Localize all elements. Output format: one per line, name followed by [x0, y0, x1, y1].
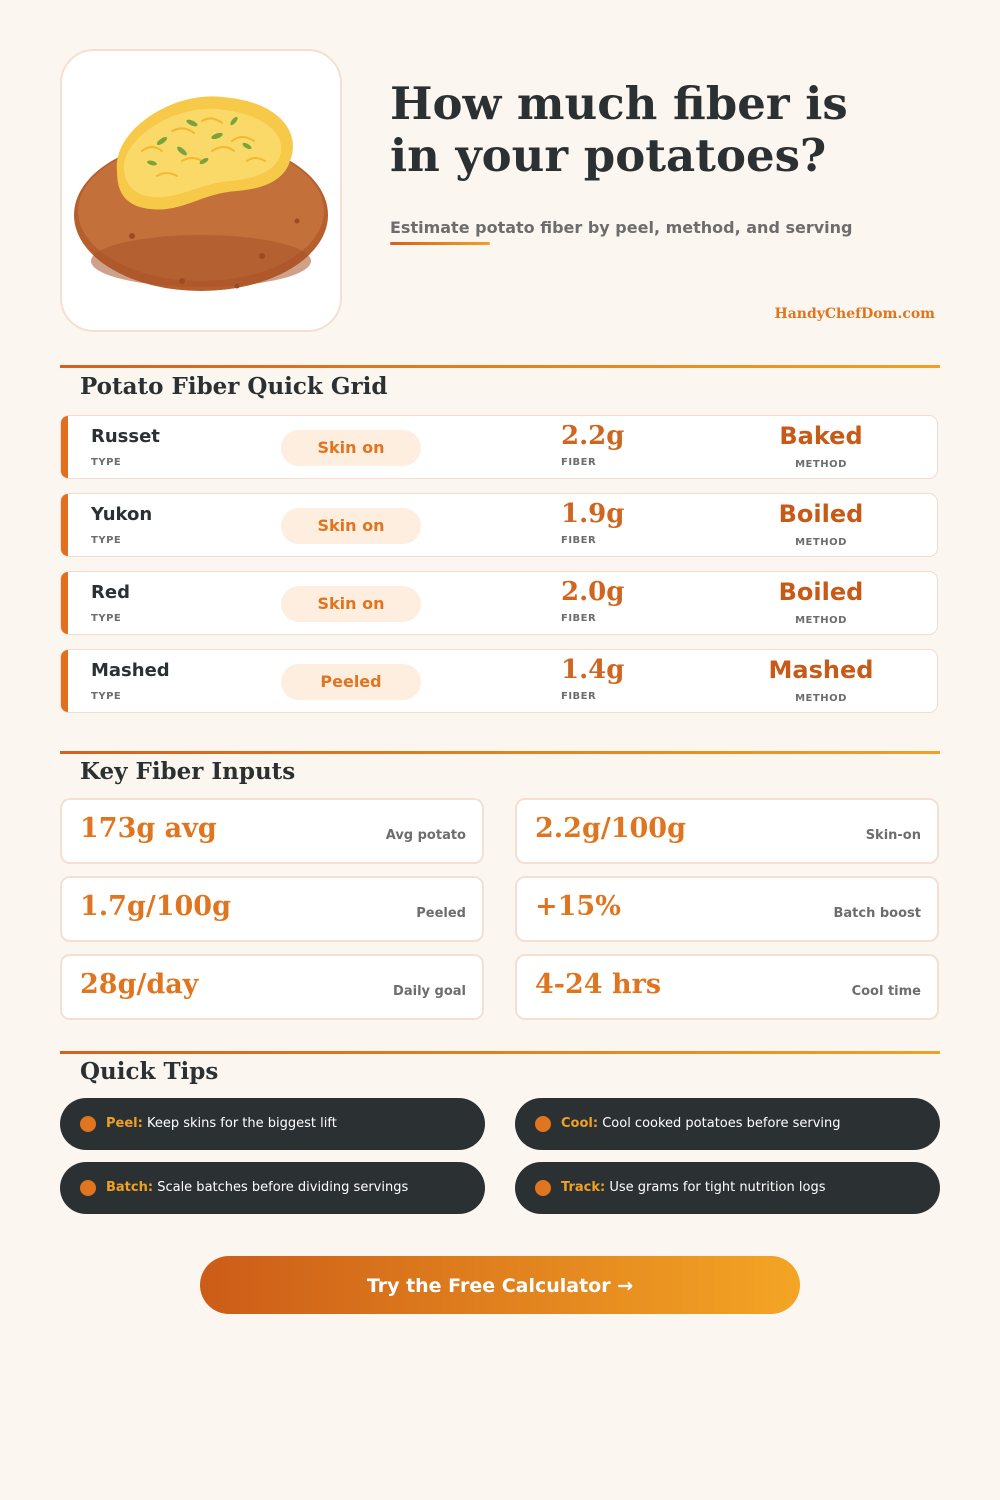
tip-cool [515, 1098, 940, 1150]
fiber-value: 2.2g [561, 421, 625, 451]
peel-badge: Skin on [281, 508, 421, 544]
tip-bullet-icon [80, 1116, 96, 1132]
potato-type: Mashed [91, 660, 170, 681]
fiber-value: 2.0g [561, 577, 625, 607]
input-card-avg-potato [60, 798, 484, 864]
input-value: 173g avg [80, 813, 217, 844]
input-value: +15% [535, 891, 621, 922]
input-card-daily-goal [60, 954, 484, 1020]
tip-bullet-icon [535, 1116, 551, 1132]
fiber-label: FIBER [561, 535, 597, 546]
method-label: METHOD [795, 459, 847, 470]
fiber-value: 1.9g [561, 499, 625, 529]
input-card-skin-on [515, 798, 939, 864]
row-accent-bar [61, 572, 68, 634]
method-label: METHOD [795, 615, 847, 626]
quick-tips-title: Quick Tips [80, 1058, 219, 1085]
input-label: Skin-on [865, 828, 921, 843]
fiber-value: 1.4g [561, 655, 625, 685]
tip-body: Cool cooked potatoes before serving [602, 1116, 841, 1131]
tip-body: Use grams for tight nutrition logs [609, 1180, 826, 1195]
tip-text [106, 1180, 408, 1195]
method-label: METHOD [795, 537, 847, 548]
section-divider [60, 365, 940, 368]
subtitle-underline [390, 242, 490, 245]
fiber-label: FIBER [561, 613, 597, 624]
tip-track [515, 1162, 940, 1214]
section-divider [60, 1051, 940, 1054]
method-label: METHOD [795, 693, 847, 704]
tip-key: Peel: [106, 1116, 143, 1131]
row-accent-bar [61, 494, 68, 556]
row-accent-bar [61, 416, 68, 478]
method-value: Boiled [778, 578, 864, 606]
input-card-cool-time [515, 954, 939, 1020]
peel-badge: Peeled [281, 664, 421, 700]
type-label: TYPE [91, 613, 122, 624]
title-line-1: How much fiber is [390, 77, 848, 130]
input-value: 2.2g/100g [535, 813, 686, 844]
tip-key: Track: [561, 1180, 606, 1195]
input-label: Cool time [851, 984, 921, 999]
fiber-label: FIBER [561, 457, 597, 468]
tip-text [561, 1116, 841, 1131]
row-accent-bar [61, 650, 68, 712]
grid-row-yukon [60, 493, 938, 557]
hero-image-card [60, 49, 342, 332]
page-title [390, 78, 950, 182]
fiber-label: FIBER [561, 691, 597, 702]
potato-type: Yukon [91, 504, 153, 525]
tip-text [561, 1180, 825, 1195]
method-value: Mashed [768, 656, 874, 684]
input-card-peeled [60, 876, 484, 942]
grid-row-red [60, 571, 938, 635]
tip-bullet-icon [535, 1180, 551, 1196]
input-label: Peeled [416, 906, 466, 921]
tip-text [106, 1116, 337, 1131]
tip-body: Scale batches before dividing servings [157, 1180, 409, 1195]
brand-link[interactable]: HandyChefDom.com [774, 306, 935, 322]
baked-potato-icon [62, 51, 340, 330]
tip-batch [60, 1162, 485, 1214]
tip-key: Cool: [561, 1116, 599, 1131]
section-divider [60, 751, 940, 754]
page-subtitle: Estimate potato fiber by peel, method, and serving [390, 218, 853, 237]
method-value: Boiled [778, 500, 864, 528]
input-value: 1.7g/100g [80, 891, 231, 922]
input-value: 4-24 hrs [535, 969, 662, 1000]
tip-peel [60, 1098, 485, 1150]
peel-badge: Skin on [281, 430, 421, 466]
input-label: Batch boost [833, 906, 921, 921]
key-inputs-title: Key Fiber Inputs [80, 758, 296, 785]
input-card-batch-boost [515, 876, 939, 942]
tip-bullet-icon [80, 1180, 96, 1196]
free-calculator-button[interactable]: Try the Free Calculator → [200, 1256, 800, 1314]
tip-key: Batch: [106, 1180, 154, 1195]
tip-body: Keep skins for the biggest lift [146, 1116, 337, 1131]
input-value: 28g/day [80, 969, 199, 1000]
input-label: Avg potato [385, 828, 466, 843]
type-label: TYPE [91, 457, 122, 468]
type-label: TYPE [91, 691, 122, 702]
peel-badge: Skin on [281, 586, 421, 622]
type-label: TYPE [91, 535, 122, 546]
method-value: Baked [779, 422, 863, 450]
potato-type: Red [91, 582, 130, 603]
input-label: Daily goal [393, 984, 466, 999]
grid-row-russet [60, 415, 938, 479]
quick-grid-title: Potato Fiber Quick Grid [80, 373, 388, 400]
grid-row-mashed [60, 649, 938, 713]
potato-type: Russet [91, 426, 160, 447]
title-line-2: in your potatoes? [390, 129, 827, 182]
